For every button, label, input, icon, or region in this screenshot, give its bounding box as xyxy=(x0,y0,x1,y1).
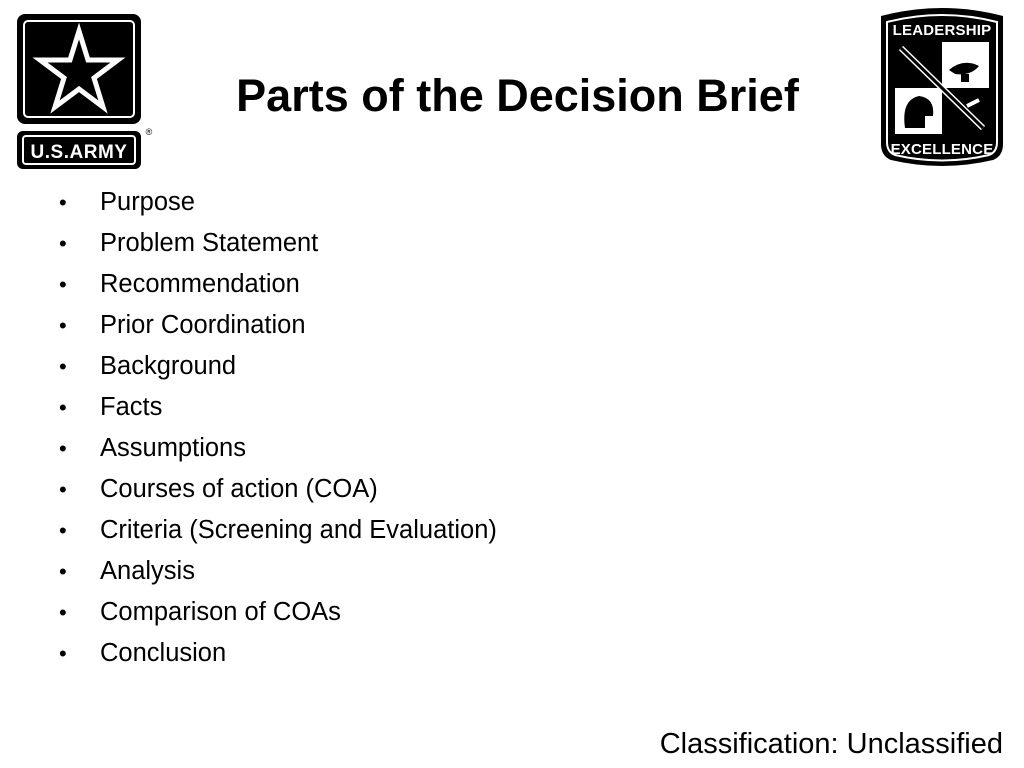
classification-label: Classification: Unclassified xyxy=(659,728,1003,760)
crest-bottom-text: EXCELLENCE xyxy=(890,141,994,158)
list-item-text: Courses of action (COA) xyxy=(100,475,378,503)
bullet-icon: • xyxy=(59,354,67,379)
list-item-text: Analysis xyxy=(100,557,195,585)
list-item xyxy=(56,511,497,552)
list-item xyxy=(56,224,497,265)
list-item-text: Comparison of COAs xyxy=(100,598,341,626)
bullet-icon: • xyxy=(59,272,67,297)
list-item-text: Prior Coordination xyxy=(100,311,306,339)
list-item-text: Assumptions xyxy=(100,434,246,462)
crest-top-text: LEADERSHIP xyxy=(892,22,992,39)
list-item xyxy=(56,265,497,306)
bullet-icon: • xyxy=(59,313,67,338)
bullet-icon: • xyxy=(59,231,67,256)
list-item xyxy=(56,347,497,388)
bullet-icon: • xyxy=(59,559,67,584)
bullet-icon: • xyxy=(59,436,67,461)
bullet-list xyxy=(56,183,497,675)
list-item-text: Criteria (Screening and Evaluation) xyxy=(100,516,497,544)
leadership-excellence-crest-icon xyxy=(875,4,1009,172)
bullet-icon: • xyxy=(59,395,67,420)
list-item-text: Conclusion xyxy=(100,639,227,667)
bullet-icon: • xyxy=(59,600,67,625)
list-item-text: Facts xyxy=(100,393,163,421)
list-item xyxy=(56,634,497,675)
list-item xyxy=(56,429,497,470)
bullet-icon: • xyxy=(59,518,67,543)
list-item xyxy=(56,183,497,224)
list-item xyxy=(56,593,497,634)
list-item-text: Problem Statement xyxy=(100,229,319,257)
bullet-icon: • xyxy=(59,190,67,215)
list-item xyxy=(56,552,497,593)
bullet-icon: • xyxy=(59,641,67,666)
list-item-text: Background xyxy=(100,352,237,380)
list-item-text: Recommendation xyxy=(100,270,300,298)
list-item-text: Purpose xyxy=(100,188,195,216)
list-item xyxy=(56,306,497,347)
list-item xyxy=(56,388,497,429)
army-logo-text: U.S.ARMY xyxy=(30,142,128,163)
bullet-icon: • xyxy=(59,477,67,502)
us-army-star-logo-icon xyxy=(16,13,156,173)
registered-mark: ® xyxy=(145,127,153,137)
page-title: Parts of the Decision Brief xyxy=(236,70,799,121)
list-item xyxy=(56,470,497,511)
